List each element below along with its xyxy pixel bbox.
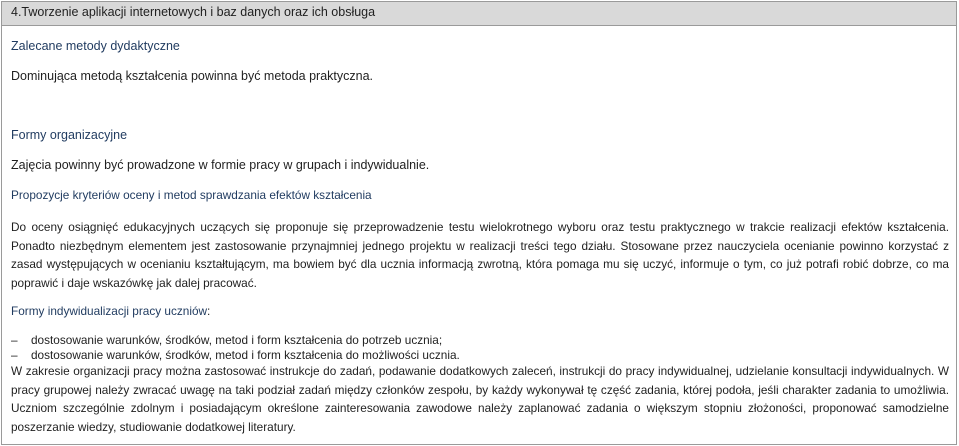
- dash-bullet: –: [11, 333, 18, 347]
- criteria-paragraph: Do oceny osiągnięć edukacyjnych uczących się proponuje się przeprowadzenie testu wielokrotnego wyboru oraz testu praktycznego w trakcie realizacji efektów kształcenia. Ponadto niezbędnym elementem jest zastosowanie przynajmniej jednego projektu w realizacji treści tego działu. Stosowane przez nauczyciela ocenianie powinno korzystać z zasad występujących w ocenianiu kształtującym, ma bowiem być dla ucznia informacją zwrotną, która pomaga mu się uczyć, informuje o tym, co już potrafi robić dobrze, co ma poprawić i daje wskazówkę jak dalej pracować.: [11, 220, 949, 290]
- individualization-heading: [11, 302, 210, 320]
- individualization-heading-label: Formy indywidualizacji pracy uczniów: [11, 304, 208, 318]
- individualization-heading-colon: :: [207, 304, 211, 318]
- methods-heading: Zalecane metody dydaktyczne: [11, 39, 180, 53]
- forms-text: Zajęcia powinny być prowadzone w formie pracy w grupach i indywidualnie.: [11, 158, 430, 172]
- list-item-text: dostosowanie warunków, środków, metod i form kształcenia do możliwości ucznia.: [31, 348, 460, 362]
- document-table: [1, 1, 957, 445]
- list-item: [11, 348, 460, 363]
- dash-bullet: –: [11, 348, 18, 362]
- criteria-heading: Propozycje kryteriów oceny i metod sprawdzania efektów kształcenia: [11, 188, 372, 202]
- forms-heading: Formy organizacyjne: [11, 128, 128, 142]
- individualization-paragraph: W zakresie organizacji pracy można zastosować instrukcje do zadań, podawanie dodatkowych zaleceń, instrukcji do pracy indywidualnej, udzielanie konsultacji indywidualnych. W pracy grupowej należy zwracać uwagę na taki podział zadań między członków zespołu, by każdy wykonywał tę część zadania, której podoła, jeśli charakter zadania to umożliwia. Uczniom szczególnie zdolnym i posiadającym określone zainteresowania zawodowe należy zaplanować zadania o większym stopniu złożoności, proponować samodzielne poszerzanie wiedzy, studiowanie dodatkowej literatury.: [11, 364, 949, 434]
- list-item-text: dostosowanie warunków, środków, metod i form kształcenia do potrzeb ucznia;: [31, 333, 443, 347]
- methods-text: Dominująca metodą kształcenia powinna być metoda praktyczna.: [11, 69, 373, 83]
- section-title: 4.Tworzenie aplikacji internetowych i baz danych oraz ich obsługa: [2, 2, 956, 26]
- list-item: [11, 333, 442, 348]
